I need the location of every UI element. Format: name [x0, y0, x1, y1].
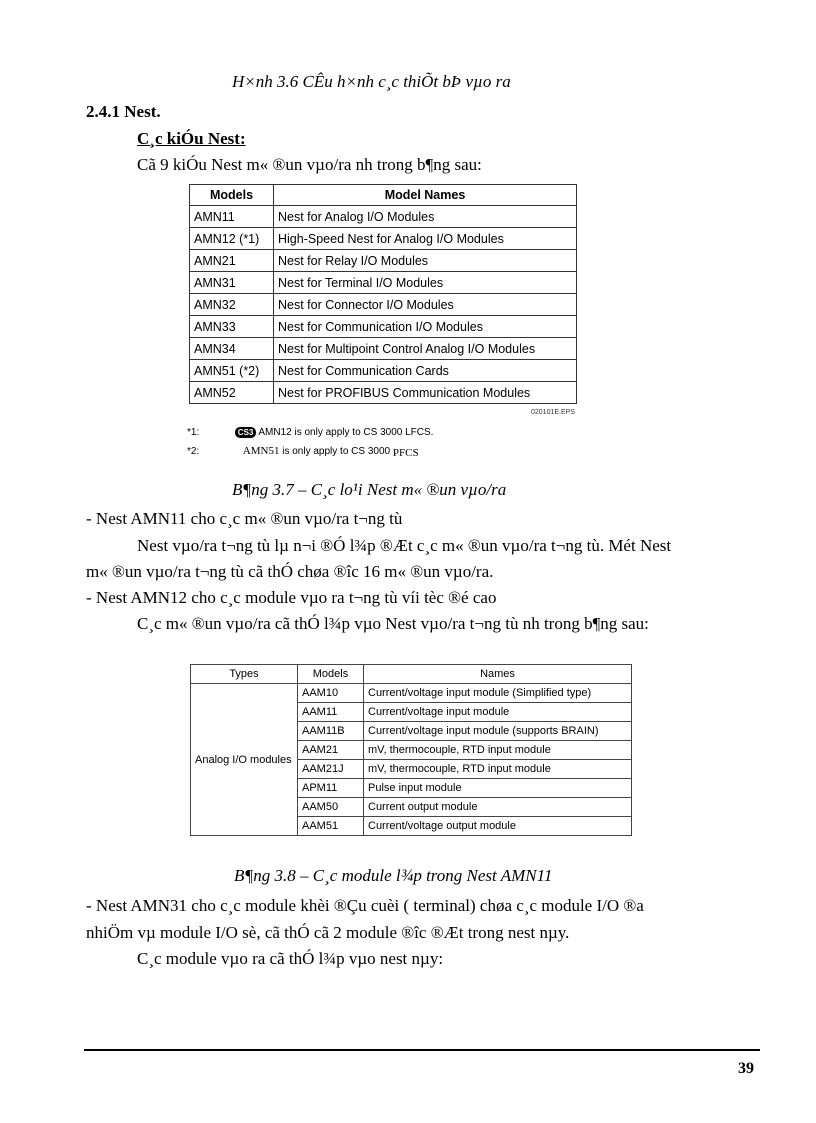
model-cell: AMN31: [190, 272, 274, 294]
model-name-cell: Nest for Connector I/O Modules: [274, 294, 577, 316]
para1-line4: - Nest AMN12 cho c¸c module vµo ra t¬ng tù víi tèc ®é cao: [86, 588, 497, 607]
footer-rule: [84, 1049, 760, 1051]
model-cell: APM11: [298, 779, 364, 798]
page-number: 39: [738, 1060, 754, 1077]
figure-id: 020101E.EPS: [531, 409, 575, 416]
note-2-model: AMN51: [242, 445, 280, 457]
model-cell: AAM21: [298, 741, 364, 760]
note-1: [187, 427, 433, 438]
model-name-cell: High-Speed Nest for Analog I/O Modules: [274, 228, 577, 250]
table2-caption: B¶ng 3.8 – C¸c module l¾p trong Nest AMN11: [234, 866, 553, 885]
model-cell: AMN12 (*1): [190, 228, 274, 250]
table-row: [190, 272, 577, 294]
note-2: [187, 445, 419, 457]
model-cell: AAM10: [298, 684, 364, 703]
subheading: C¸c kiÓu Nest:: [137, 129, 246, 148]
note-2-text: is only apply to CS 3000: [279, 446, 393, 457]
nest-models-table: [189, 184, 577, 404]
name-cell: mV, thermocouple, RTD input module: [364, 760, 632, 779]
name-cell: mV, thermocouple, RTD input module: [364, 741, 632, 760]
model-cell: AAM51: [298, 817, 364, 836]
model-cell: AMN34: [190, 338, 274, 360]
model-name-cell: Nest for Communication Cards: [274, 360, 577, 382]
table-row: [191, 684, 632, 703]
cs3-badge-icon: CS3: [235, 427, 257, 438]
header-models: Models: [298, 665, 364, 684]
figure-caption: H×nh 3.6 CÊu h×nh c¸c thiÕt bÞ vµo ra: [232, 72, 511, 91]
model-cell: AMN32: [190, 294, 274, 316]
table-row: [190, 338, 577, 360]
name-cell: Current/voltage output module: [364, 817, 632, 836]
name-cell: Current/voltage input module: [364, 703, 632, 722]
name-cell: Current/voltage input module (Simplified type): [364, 684, 632, 703]
para2-line3: C¸c module vµo ra cã thÓ l¾p vµo nest nµy:: [137, 949, 444, 968]
para2-line2: nhiÖm vµ module I/O sè, cã thÓ cã 2 module ®îc ®Æt trong nest nµy.: [86, 923, 570, 942]
model-cell: AMN51 (*2): [190, 360, 274, 382]
table-row: [190, 382, 577, 404]
table-row: [190, 316, 577, 338]
para1-line3: m« ®un vµo/ra t¬ng tù cã thÓ chøa ®îc 16 m« ®un vµo/ra.: [86, 562, 494, 581]
table-row: [190, 206, 577, 228]
model-cell: AMN33: [190, 316, 274, 338]
header-types: Types: [191, 665, 298, 684]
model-cell: AAM21J: [298, 760, 364, 779]
model-cell: AAM11: [298, 703, 364, 722]
section-heading: 2.4.1 Nest.: [86, 102, 161, 121]
model-cell: AAM11B: [298, 722, 364, 741]
model-cell: AMN21: [190, 250, 274, 272]
table-row: [190, 294, 577, 316]
note-2-suffix: PFCS: [392, 447, 419, 459]
name-cell: Current output module: [364, 798, 632, 817]
model-name-cell: Nest for Multipoint Control Analog I/O Modules: [274, 338, 577, 360]
name-cell: Pulse input module: [364, 779, 632, 798]
model-name-cell: Nest for Communication I/O Modules: [274, 316, 577, 338]
table-row: [190, 228, 577, 250]
table1-caption: B¶ng 3.7 – C¸c lo¹i Nest m« ®un vµo/ra: [232, 480, 507, 499]
note-1-text: AMN12 is only apply to CS 3000 LFCS.: [258, 427, 434, 438]
name-cell: Current/voltage input module (supports BRAIN): [364, 722, 632, 741]
para1-line5: C¸c m« ®un vµo/ra cã thÓ l¾p vµo Nest vµo/ra t¬ng tù nh trong b¶ng sau:: [137, 614, 649, 633]
note-2-mark: *2:: [187, 446, 200, 457]
header-model-names: Model Names: [274, 185, 577, 206]
header-models: Models: [190, 185, 274, 206]
note-1-mark: *1:: [187, 427, 200, 438]
model-name-cell: Nest for PROFIBUS Communication Modules: [274, 382, 577, 404]
table-row: [190, 360, 577, 382]
model-name-cell: Nest for Terminal I/O Modules: [274, 272, 577, 294]
model-cell: AMN52: [190, 382, 274, 404]
intro-line: Cã 9 kiÓu Nest m« ®un vµo/ra nh trong b¶ng sau:: [137, 155, 482, 174]
model-cell: AMN11: [190, 206, 274, 228]
para1-line2: Nest vµo/ra t¬ng tù lµ n¬i ®Ó l¾p ®Æt c¸c m« ®un vµo/ra t¬ng tù. Mét Nest: [137, 536, 672, 555]
model-name-cell: Nest for Analog I/O Modules: [274, 206, 577, 228]
table-row: [190, 250, 577, 272]
type-cell: Analog I/O modules: [191, 684, 298, 836]
model-cell: AAM50: [298, 798, 364, 817]
analog-modules-table: [190, 664, 632, 836]
model-name-cell: Nest for Relay I/O Modules: [274, 250, 577, 272]
para2-line1: - Nest AMN31 cho c¸c module khèi ®Çu cuèi ( terminal) chøa c¸c module I/O ®a: [86, 896, 644, 915]
header-names: Names: [364, 665, 632, 684]
para1-line1: - Nest AMN11 cho c¸c m« ®un vµo/ra t¬ng tù: [86, 509, 403, 528]
